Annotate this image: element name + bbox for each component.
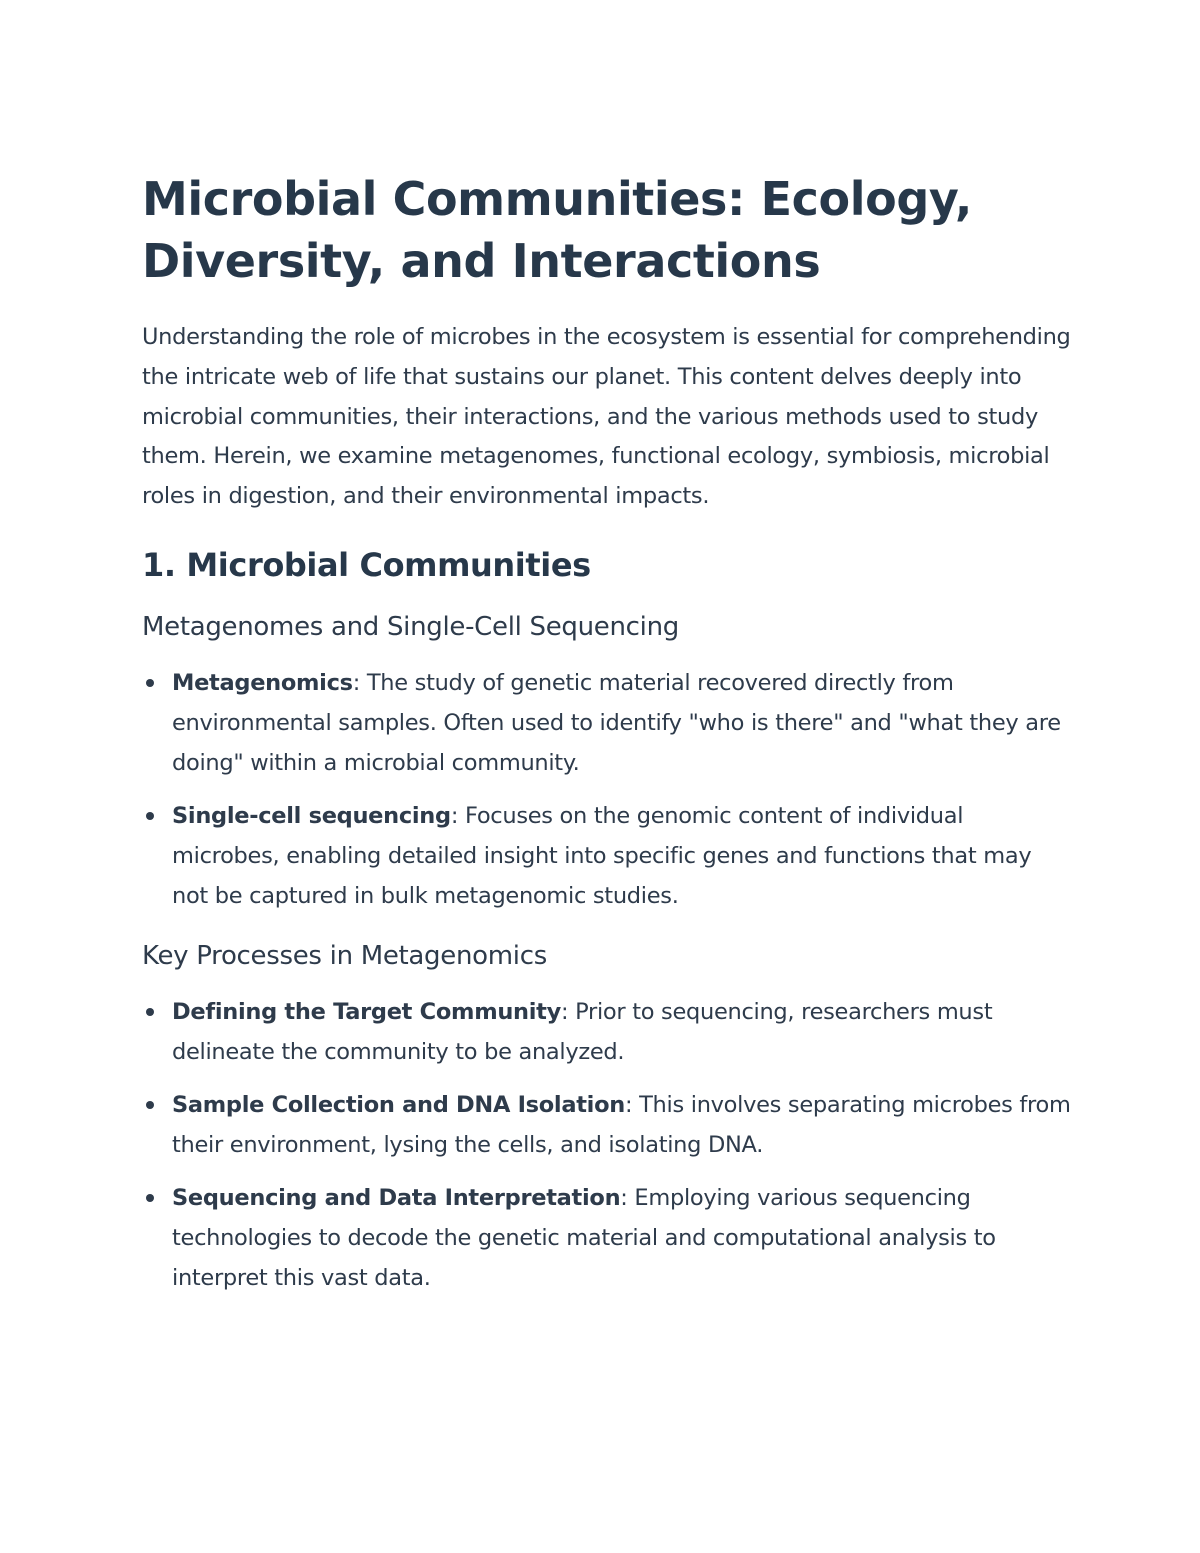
list-item-text: : Focuses on the genomic content of individual microbes, enabling detailed insight into specific genes and functions that may not be captured in bulk metagenomic studies. (172, 802, 1032, 909)
bullet-icon (146, 1194, 154, 1202)
list-item-term: Metagenomics (172, 669, 353, 696)
list-item-term: Sequencing and Data Interpretation (172, 1184, 621, 1211)
list-item (142, 663, 1072, 783)
list-item (142, 796, 1072, 916)
list-item-term: Sample Collection and DNA Isolation (172, 1091, 625, 1118)
list-item (142, 992, 1072, 1072)
list-item-text: : Employing various sequencing technologies to decode the genetic material and computational analysis to interpret this vast data. (172, 1184, 996, 1291)
bullet-icon (146, 1101, 154, 1109)
subsection-heading: Metagenomes and Single-Cell Sequencing (142, 611, 679, 642)
document-page (142, 168, 1072, 1311)
bullet-icon (146, 1008, 154, 1016)
bullet-list (142, 663, 1072, 916)
list-item-text: : This involves separating microbes from their environment, lysing the cells, and isolating DNA. (172, 1091, 1071, 1158)
list-item (142, 1178, 1072, 1298)
list-item-term: Defining the Target Community (172, 998, 562, 1025)
list-item (142, 1085, 1072, 1165)
bullet-icon (146, 812, 154, 820)
list-item-text: : Prior to sequencing, researchers must delineate the community to be analyzed. (172, 998, 993, 1065)
document-title: Microbial Communities: Ecology, Diversity, and Interactions (142, 172, 972, 288)
list-item-term: Single-cell sequencing (172, 802, 451, 829)
intro-paragraph: Understanding the role of microbes in the ecosystem is essential for comprehending the intricate web of life that sustains our planet. This content delves deeply into microbial communities, their interactions, and the various methods used to study them. Herein, we examine metagenomes, functional ecology, symbiosis, microbial roles in digestion, and their environmental impacts. (142, 324, 1071, 510)
bullet-list (142, 992, 1072, 1298)
section-heading: 1. Microbial Communities (142, 545, 591, 584)
list-item-text: : The study of genetic material recovered directly from environmental samples. Often used to identify "who is there" and "what they are doing" within a microbial community. (172, 669, 1061, 776)
subsection-heading: Key Processes in Metagenomics (142, 940, 547, 971)
bullet-icon (146, 679, 154, 687)
